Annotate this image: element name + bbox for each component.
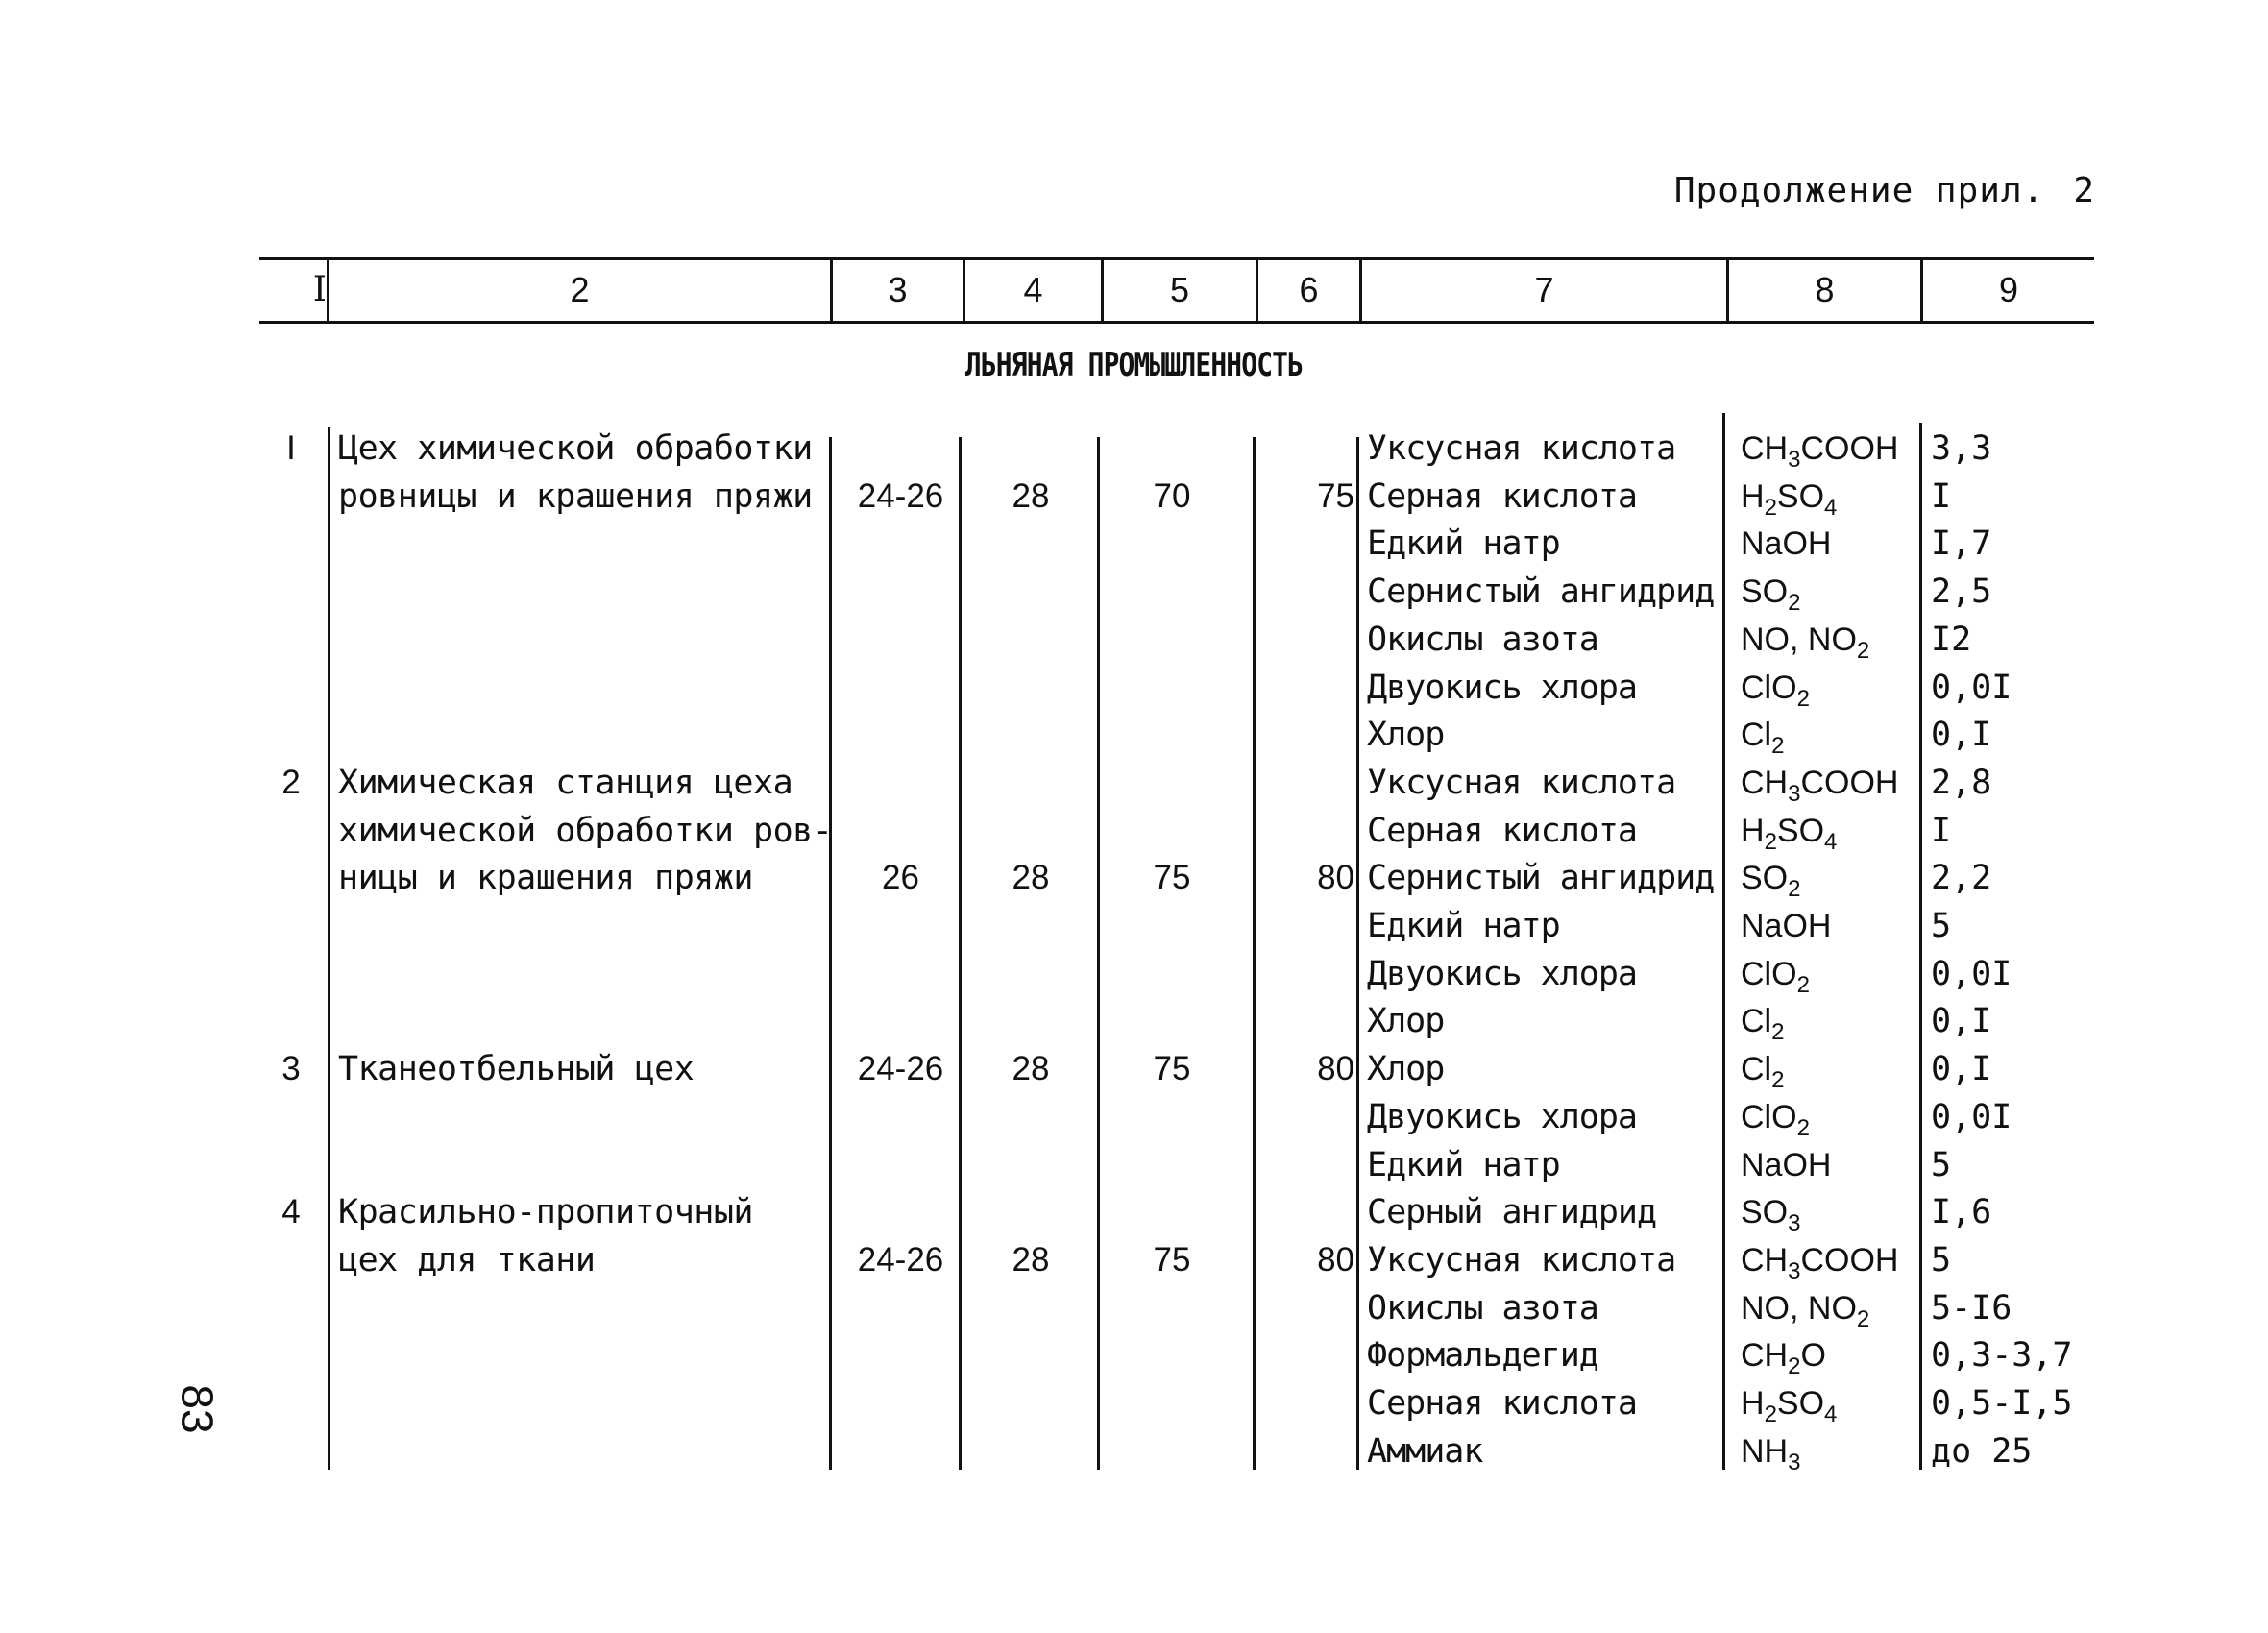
cell-col-6 — [1258, 1331, 1354, 1379]
cell-col-5: 70 — [1153, 476, 1191, 515]
cell-col-8: $H_2SO_4$ — [1741, 812, 1838, 855]
cell-col-5 — [1105, 902, 1239, 950]
cell-col-2 — [338, 902, 828, 950]
cell-col-9: I2 — [1931, 620, 1972, 659]
cell-col-2: ровницы и крашения пряжи — [338, 476, 813, 516]
cell-col-3 — [836, 1188, 965, 1236]
cell-col-5 — [1105, 568, 1239, 616]
cell-col-8: $Cl_2$ — [1741, 1051, 1785, 1094]
cell-col-3 — [836, 568, 965, 616]
cell-col-4 — [968, 759, 1093, 807]
cell-col-9: I,6 — [1931, 1193, 1992, 1232]
cell-col-6 — [1258, 997, 1354, 1045]
cell-col-6 — [1258, 1141, 1354, 1189]
cell-col-8: NaOH — [1741, 908, 1832, 944]
cell-col-6 — [1258, 1093, 1354, 1141]
cell-col-8: $H_2SO_4$ — [1741, 1385, 1838, 1427]
cell-col-2 — [338, 950, 828, 998]
cell-col-7: Серная кислота — [1367, 476, 1638, 516]
cell-col-4 — [968, 1284, 1093, 1332]
cell-col-7: Уксусная кислота — [1367, 1240, 1676, 1280]
cell-col-4 — [968, 664, 1093, 712]
page-number: 83 — [172, 1384, 223, 1434]
table-row — [0, 664, 2268, 712]
cell-col-7: Серная кислота — [1367, 1384, 1638, 1423]
cell-col-2 — [338, 1141, 828, 1189]
cell-col-9: 0,I — [1931, 1002, 1992, 1041]
column-header-4: 4 — [1023, 270, 1043, 309]
cell-col-3 — [836, 1093, 965, 1141]
cell-col-1 — [274, 807, 308, 855]
cell-col-2 — [338, 997, 828, 1045]
cell-col-9: 0,0I — [1931, 954, 2012, 993]
cell-col-8: $CH_3COOH$ — [1741, 764, 1899, 807]
cell-col-2 — [338, 664, 828, 712]
cell-col-5: 75 — [1153, 1050, 1191, 1088]
cell-col-3 — [836, 616, 965, 664]
cell-col-9: 0,5-I,5 — [1931, 1384, 2073, 1423]
column-header-5: 5 — [1169, 270, 1190, 309]
cell-col-7: Едкий натр — [1367, 907, 1560, 945]
column-header-6: 6 — [1299, 270, 1319, 309]
cell-col-6: 80 — [1317, 1050, 1354, 1088]
cell-col-6 — [1258, 616, 1354, 664]
cell-col-4 — [968, 1427, 1093, 1475]
table-row — [0, 997, 2268, 1045]
table-row — [0, 807, 2268, 855]
cell-col-4 — [968, 616, 1093, 664]
cell-col-2 — [338, 568, 828, 616]
header-bottom-rule — [259, 321, 2094, 324]
cell-col-6 — [1258, 759, 1354, 807]
cell-col-8: $SO_2$ — [1741, 860, 1801, 903]
cell-col-3 — [836, 664, 965, 712]
cell-col-8: ClO$_2$ — [1741, 669, 1810, 712]
cell-col-9: I,7 — [1931, 524, 1992, 564]
cell-col-8: $CH_3COOH$ — [1741, 430, 1899, 473]
table-row — [0, 1141, 2268, 1189]
column-header-3: 3 — [888, 270, 908, 309]
cell-col-9: 0,0I — [1931, 1097, 2012, 1136]
cell-col-4 — [968, 997, 1093, 1045]
cell-col-4: 28 — [1012, 476, 1050, 515]
cell-col-1 — [274, 1427, 308, 1475]
cell-col-1 — [274, 1331, 308, 1379]
cell-col-7: Серная кислота — [1367, 811, 1638, 850]
cell-col-7: Сернистый ангидрид — [1367, 859, 1715, 898]
table-row — [0, 902, 2268, 950]
cell-col-6 — [1258, 1379, 1354, 1427]
column-header-8: 8 — [1815, 270, 1835, 309]
cell-col-7: Серный ангидрид — [1367, 1193, 1657, 1232]
cell-col-3 — [836, 1141, 965, 1189]
cell-col-7: Хлор — [1367, 1050, 1445, 1089]
cell-col-3: 24-26 — [857, 1050, 944, 1088]
table-row — [0, 1188, 2268, 1236]
cell-col-7: Двуокись хлора — [1367, 954, 1638, 993]
cell-col-6: 75 — [1317, 476, 1354, 515]
cell-col-4 — [968, 1379, 1093, 1427]
cell-col-3: 26 — [882, 859, 919, 897]
cell-col-3 — [836, 1379, 965, 1427]
cell-col-3: 24-26 — [857, 476, 944, 515]
cell-col-9: 3,3 — [1931, 429, 1992, 468]
cell-col-1: 3 — [281, 1050, 301, 1088]
cell-col-5 — [1105, 425, 1239, 473]
cell-col-7: Уксусная кислота — [1367, 429, 1676, 468]
table-row — [0, 711, 2268, 759]
cell-col-7: Окислы азота — [1367, 620, 1598, 659]
cell-col-6 — [1258, 1427, 1354, 1475]
cell-col-3 — [836, 1284, 965, 1332]
cell-col-6: 80 — [1317, 1240, 1354, 1279]
cell-col-8: NaOH — [1741, 525, 1832, 563]
cell-col-2: цех для ткани — [338, 1240, 596, 1280]
cell-col-3 — [836, 520, 965, 568]
cell-col-7: Сернистый ангидрид — [1367, 573, 1715, 612]
cell-col-4 — [968, 1093, 1093, 1141]
cell-col-1 — [274, 1093, 308, 1141]
cell-col-5 — [1105, 1331, 1239, 1379]
cell-col-7: Едкий натр — [1367, 524, 1560, 564]
cell-col-8: $NH_3$ — [1741, 1432, 1801, 1475]
cell-col-1 — [274, 950, 308, 998]
cell-col-4 — [968, 1331, 1093, 1379]
cell-col-7: Аммиак — [1367, 1431, 1483, 1471]
cell-col-1 — [274, 520, 308, 568]
cell-col-7: Двуокись хлора — [1367, 668, 1638, 707]
cell-col-3 — [836, 997, 965, 1045]
table-row — [0, 1045, 2268, 1093]
table-row — [0, 1331, 2268, 1379]
cell-col-4: 28 — [1012, 1240, 1050, 1279]
column-header-2: 2 — [570, 270, 590, 309]
table-row — [0, 759, 2268, 807]
cell-col-2 — [338, 1284, 828, 1332]
section-title: ЛЬНЯНАЯ ПРОМЫШЛЕННОСТЬ — [964, 346, 1304, 384]
cell-col-8: $Cl_2$ — [1741, 717, 1785, 760]
column-header-7: 7 — [1534, 270, 1554, 309]
cell-col-9: 0,I — [1931, 1050, 1992, 1089]
cell-col-6 — [1258, 902, 1354, 950]
cell-col-1: 2 — [281, 763, 301, 801]
cell-col-6 — [1258, 1284, 1354, 1332]
cell-col-4: 28 — [1012, 1050, 1050, 1088]
cell-col-9: 2,5 — [1931, 573, 1992, 612]
cell-col-2 — [338, 1427, 828, 1475]
cell-col-9: 2,8 — [1931, 763, 1992, 802]
cell-col-1: 4 — [281, 1193, 301, 1231]
cell-col-5 — [1105, 997, 1239, 1045]
cell-col-6 — [1258, 520, 1354, 568]
cell-col-2 — [338, 520, 828, 568]
cell-col-9: 5 — [1931, 1145, 1952, 1184]
continuation-text: Продолжение прил. — [1673, 171, 2045, 210]
cell-col-5 — [1105, 807, 1239, 855]
cell-col-5 — [1105, 1379, 1239, 1427]
cell-col-4 — [968, 1188, 1093, 1236]
cell-col-5 — [1105, 711, 1239, 759]
cell-col-8: $SO_3$ — [1741, 1194, 1801, 1237]
table-row — [0, 854, 2268, 902]
cell-col-6 — [1258, 950, 1354, 998]
cell-col-2: Тканеотбельный цех — [338, 1050, 695, 1089]
cell-col-8: $CH_2O$ — [1741, 1337, 1826, 1380]
table-row — [0, 473, 2268, 521]
cell-col-5 — [1105, 950, 1239, 998]
cell-col-2 — [338, 711, 828, 759]
cell-col-6 — [1258, 568, 1354, 616]
table-row — [0, 1379, 2268, 1427]
cell-col-9: I — [1931, 811, 1952, 850]
cell-col-2: ницы и крашения пряжи — [338, 859, 754, 898]
table-row — [0, 1236, 2268, 1284]
table-row — [0, 1427, 2268, 1475]
cell-col-1 — [274, 664, 308, 712]
cell-col-9: 2,2 — [1931, 859, 1992, 898]
cell-col-3 — [836, 425, 965, 473]
cell-col-2: химической обработки ров- — [338, 811, 833, 850]
cell-col-5 — [1105, 1284, 1239, 1332]
cell-col-2: Цех химической обработки — [338, 429, 813, 468]
cell-col-1 — [274, 902, 308, 950]
cell-col-2: Красильно-пропиточный — [338, 1193, 754, 1232]
cell-col-7: Хлор — [1367, 1002, 1445, 1041]
cell-col-9: 5 — [1931, 1240, 1952, 1280]
cell-col-7: Двуокись хлора — [1367, 1097, 1638, 1136]
cell-col-5 — [1105, 1427, 1239, 1475]
cell-col-1 — [274, 568, 308, 616]
cell-col-5 — [1105, 616, 1239, 664]
cell-col-9: 0,I — [1931, 716, 1992, 755]
cell-col-3 — [836, 902, 965, 950]
cell-col-4: 28 — [1012, 859, 1050, 897]
cell-col-5 — [1105, 520, 1239, 568]
cell-col-3 — [836, 1331, 965, 1379]
cell-col-3: 24-26 — [857, 1240, 944, 1279]
cell-col-4 — [968, 1141, 1093, 1189]
cell-col-1 — [274, 473, 308, 521]
cell-col-4 — [968, 568, 1093, 616]
cell-col-5 — [1105, 664, 1239, 712]
table-row — [0, 616, 2268, 664]
cell-col-8: $Cl_2$ — [1741, 1003, 1785, 1046]
cell-col-8: $CH_3COOH$ — [1741, 1241, 1899, 1284]
table-row — [0, 1284, 2268, 1332]
table-row — [0, 425, 2268, 473]
cell-col-5 — [1105, 1141, 1239, 1189]
table-row — [0, 950, 2268, 998]
cell-col-2 — [338, 1331, 828, 1379]
cell-col-3 — [836, 807, 965, 855]
column-header-9: 9 — [1998, 270, 2019, 309]
cell-col-2 — [338, 616, 828, 664]
cell-col-6 — [1258, 807, 1354, 855]
cell-col-9: I — [1931, 476, 1952, 516]
cell-col-1 — [274, 1141, 308, 1189]
cell-col-5 — [1105, 1093, 1239, 1141]
cell-col-1 — [274, 711, 308, 759]
table-row — [0, 1093, 2268, 1141]
cell-col-6 — [1258, 1188, 1354, 1236]
cell-col-8: ClO$_2$ — [1741, 955, 1810, 998]
cell-col-5 — [1105, 759, 1239, 807]
cell-col-5: 75 — [1153, 859, 1191, 897]
cell-col-1 — [274, 1236, 308, 1284]
cell-col-7: Хлор — [1367, 716, 1445, 755]
cell-col-9: до 25 — [1931, 1431, 2033, 1471]
cell-col-9: 0,3-3,7 — [1931, 1336, 2073, 1376]
cell-col-7: Уксусная кислота — [1367, 763, 1676, 802]
cell-col-7: Формальдегид — [1367, 1336, 1598, 1376]
cell-col-1 — [274, 997, 308, 1045]
appendix-number: 2 — [2073, 171, 2095, 210]
cell-col-9: 5-I6 — [1931, 1288, 2012, 1328]
cell-col-2: Химическая станция цеха — [338, 763, 793, 802]
cell-col-8: $SO_2$ — [1741, 573, 1801, 617]
cell-col-1 — [274, 616, 308, 664]
cell-col-6 — [1258, 711, 1354, 759]
cell-col-4 — [968, 902, 1093, 950]
cell-col-8: NaOH — [1741, 1146, 1832, 1183]
column-header-1: I — [312, 270, 327, 309]
cell-col-6 — [1258, 425, 1354, 473]
cell-col-8: $H_2SO_4$ — [1741, 477, 1838, 521]
cell-col-2 — [338, 1093, 828, 1141]
cell-col-4 — [968, 807, 1093, 855]
cell-col-4 — [968, 711, 1093, 759]
cell-col-3 — [836, 711, 965, 759]
cell-col-4 — [968, 950, 1093, 998]
table-row — [0, 568, 2268, 616]
cell-col-6 — [1258, 664, 1354, 712]
cell-col-8: ClO$_2$ — [1741, 1098, 1810, 1141]
cell-col-3 — [836, 950, 965, 998]
cell-col-5 — [1105, 1188, 1239, 1236]
cell-col-8: NO, $NO_2$ — [1741, 1289, 1870, 1332]
cell-col-6: 80 — [1317, 859, 1354, 897]
cell-col-9: 5 — [1931, 907, 1952, 945]
cell-col-1 — [274, 1379, 308, 1427]
cell-col-1: I — [286, 429, 296, 467]
table-row — [0, 520, 2268, 568]
cell-col-3 — [836, 1427, 965, 1475]
cell-col-8: NO, $NO_2$ — [1741, 621, 1870, 664]
cell-col-4 — [968, 520, 1093, 568]
cell-col-1 — [274, 1284, 308, 1332]
cell-col-2 — [338, 1379, 828, 1427]
cell-col-5: 75 — [1153, 1240, 1191, 1279]
continuation-label — [1674, 171, 2095, 210]
cell-col-3 — [836, 759, 965, 807]
cell-col-1 — [274, 854, 308, 902]
cell-col-7: Едкий натр — [1367, 1145, 1560, 1184]
cell-col-7: Окислы азота — [1367, 1288, 1598, 1328]
cell-col-9: 0,0I — [1931, 668, 2012, 707]
cell-col-4 — [968, 425, 1093, 473]
